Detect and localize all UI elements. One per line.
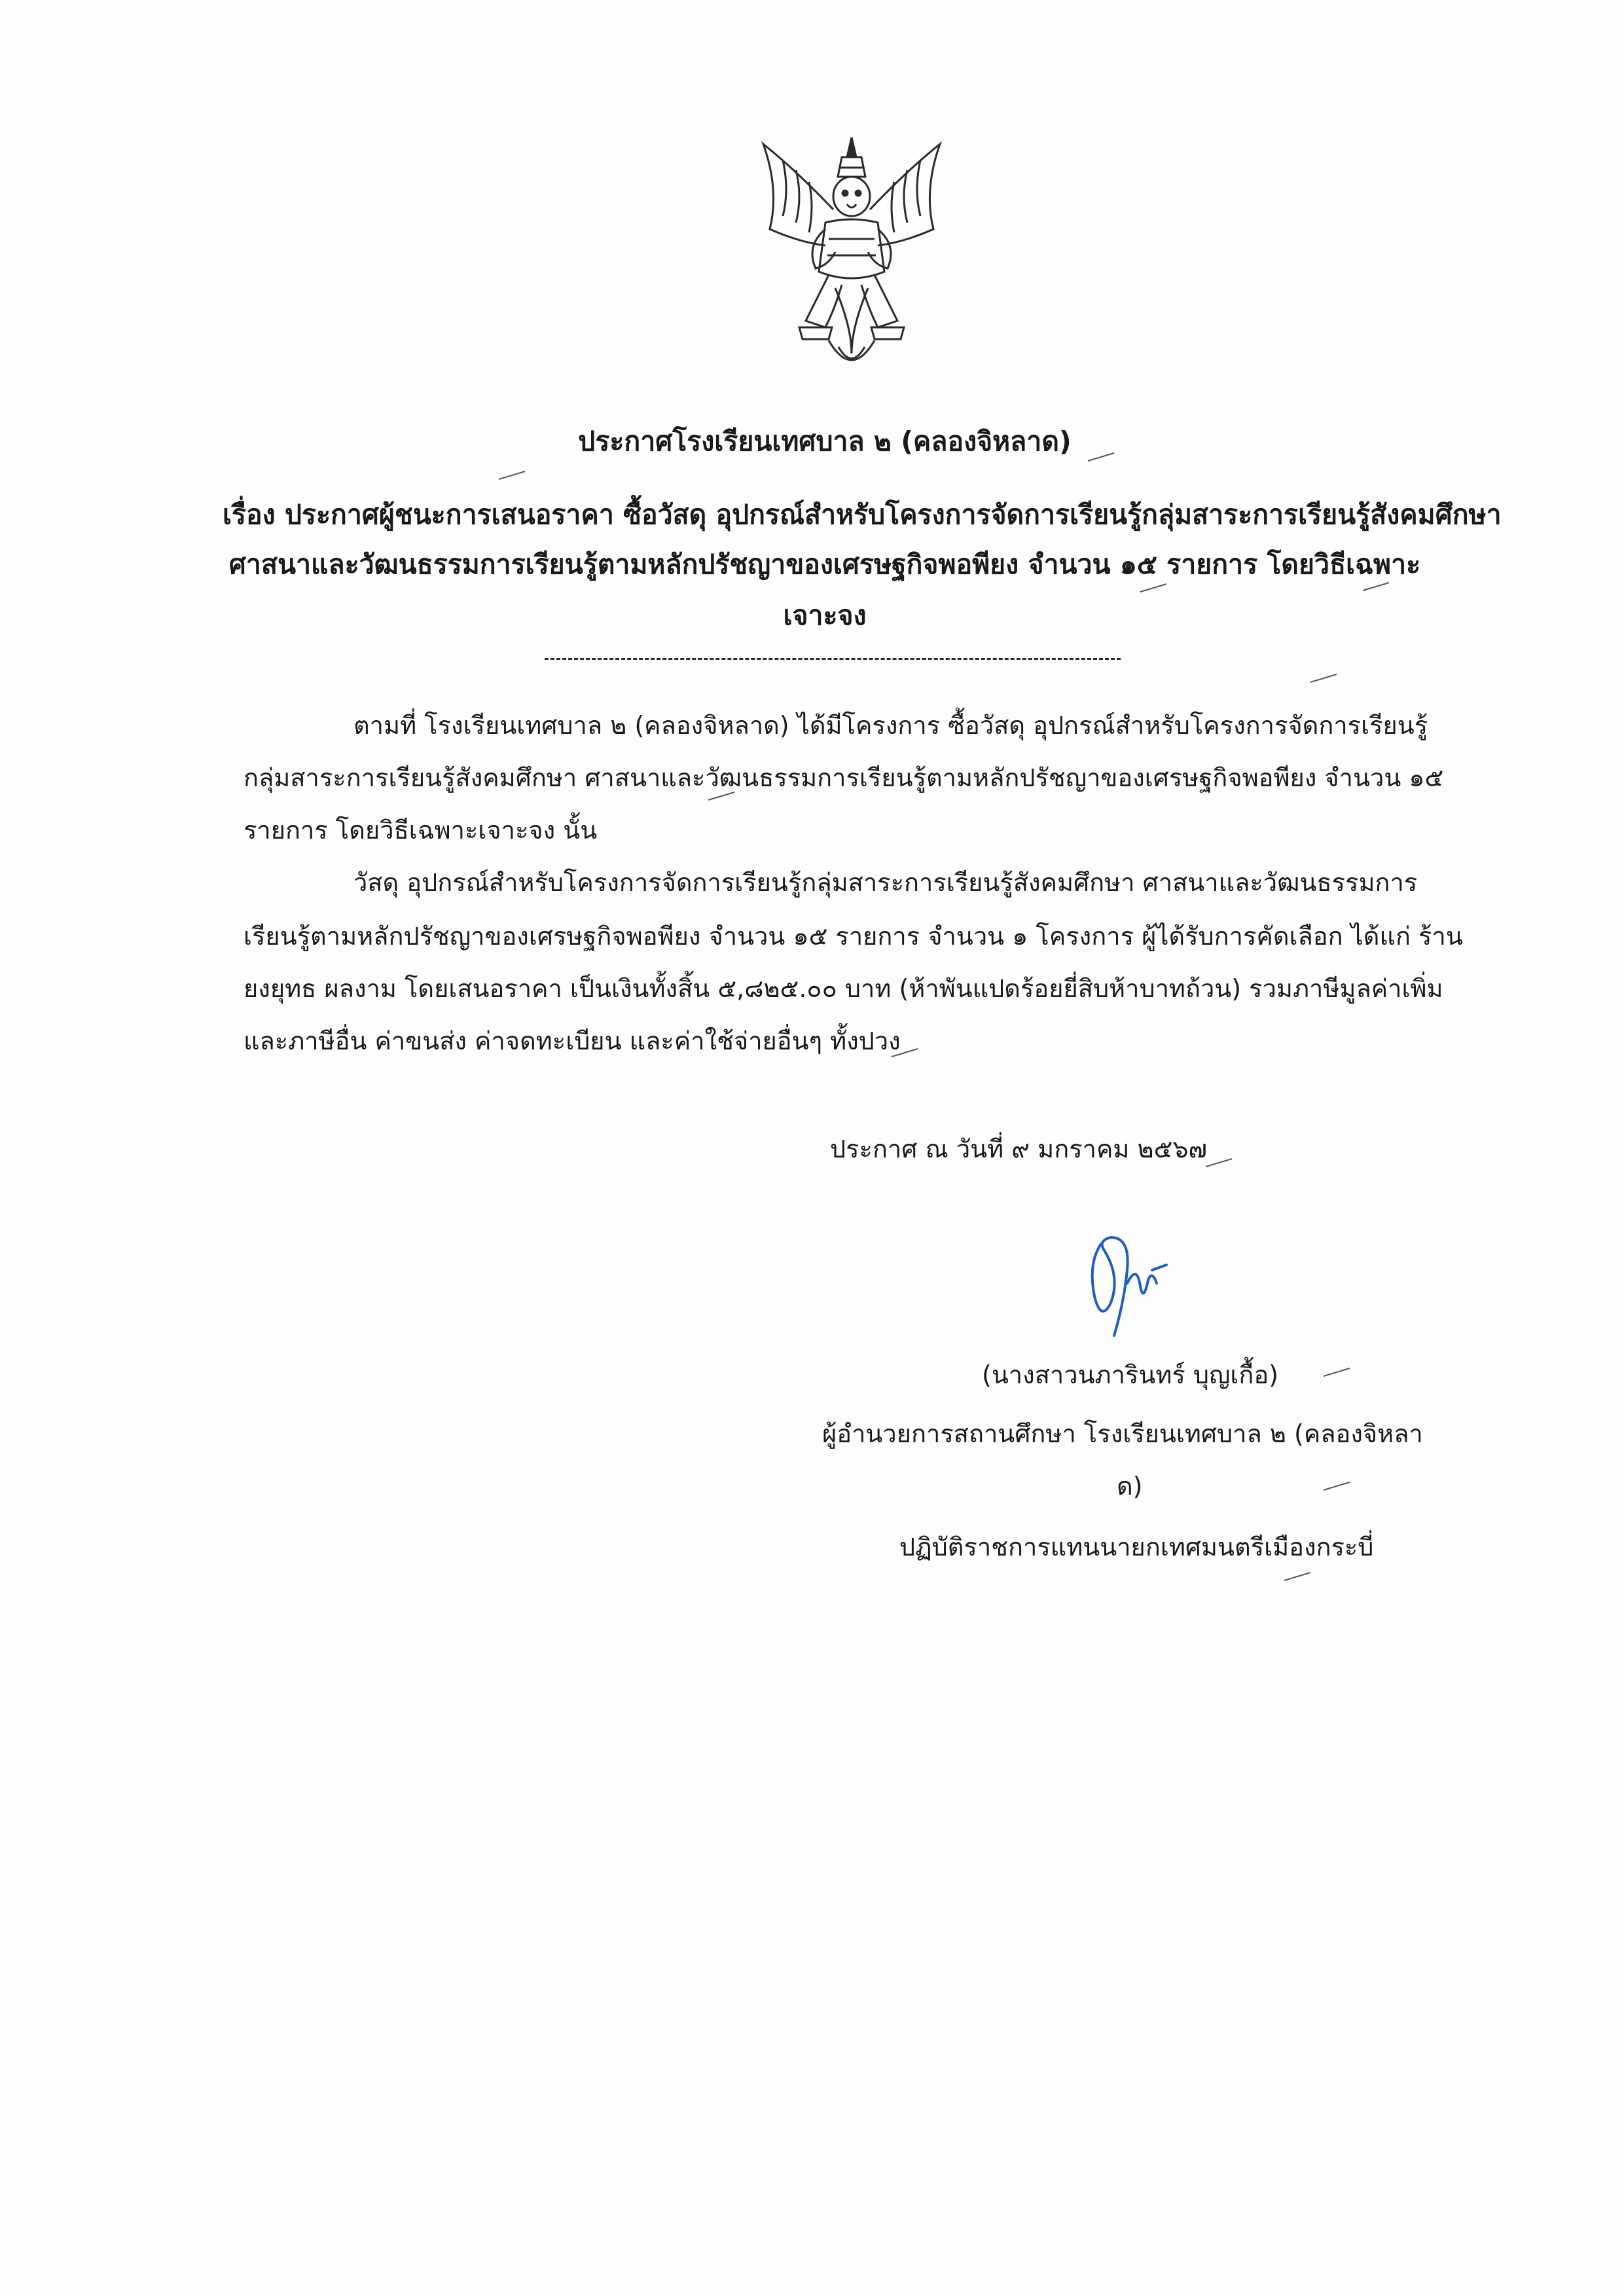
check-mark: [1204, 1157, 1233, 1168]
check-mark: [1139, 583, 1168, 593]
check-mark: [1322, 1367, 1351, 1377]
paragraph-2-line-4: และภาษีอื่น ค่าขนส่ง ค่าจดทะเบียน และค่าใช้จ่ายอื่นๆ ทั้งปวง: [244, 1027, 901, 1055]
subject-line-3: เจาะจง: [783, 600, 867, 631]
paragraph-2-line-3: ยงยุทธ ผลงาม โดยเสนอราคา เป็นเงินทั้งสิ้น ๕,๘๒๕.๐๐ บาท (ห้าพันแปดร้อยยี่สิบห้าบาทถ้วน) รวมภาษีมูลค่าเพิ่ม: [244, 974, 1443, 1003]
check-mark: [1322, 1481, 1351, 1491]
check-mark: [890, 1048, 919, 1058]
check-mark: [1283, 1571, 1312, 1582]
subject-line-2: ศาสนาและวัฒนธรรมการเรียนรู้ตามหลักปรัชญาของเศรษฐกิจพอพียง จำนวน ๑๕ รายการ โดยวิธีเฉพาะ: [228, 549, 1421, 580]
dashed-divider: [545, 658, 1121, 660]
paragraph-1-line-3: รายการ โดยวิธีเฉพาะเจาะจง นั้น: [244, 816, 598, 845]
paragraph-2-line-1: วัสดุ อุปกรณ์สำหรับโครงการจัดการเรียนรู้กลุ่มสาระการเรียนรู้สังคมศึกษา ศาสนาและวัฒนธรรมการ: [353, 868, 1418, 897]
signatory-name: (นางสาวนภารินทร์ บุญเกื้อ): [982, 1360, 1278, 1389]
paragraph-1-line-1: ตามที่ โรงเรียนเทศบาล ๒ (คลองจิหลาด) ได้มีโครงการ ซื้อวัสดุ อุปกรณ์สำหรับโครงการจัดการเรียนรู้: [353, 711, 1428, 740]
garuda-emblem-icon: [744, 131, 960, 380]
subject-line-1: เรื่อง ประกาศผู้ชนะการเสนอราคา ซื้อวัสดุ อุปกรณ์สำหรับโครงการจัดการเรียนรู้กลุ่มสาระการเรียนรู้สังคมศึกษา: [223, 499, 1502, 530]
signatory-title-line-2: ด): [1117, 1472, 1143, 1501]
check-mark: [1309, 673, 1338, 683]
check-mark: [707, 791, 736, 801]
signatory-title-line-3: ปฏิบัติราชการแทนนายกเทศมนตรีเมืองกระบี่: [899, 1533, 1374, 1561]
check-mark: [1362, 581, 1390, 592]
check-mark: [497, 470, 526, 481]
handwritten-signature: [1075, 1224, 1173, 1342]
signatory-title-line-1: ผู้อำนวยการสถานศึกษา โรงเรียนเทศบาล ๒ (คลองจิหลา: [822, 1419, 1423, 1448]
paragraph-1-line-2: กลุ่มสาระการเรียนรู้สังคมศึกษา ศาสนาและวัฒนธรรมการเรียนรู้ตามหลักปรัชญาของเศรษฐกิจพอพียง จำนวน ๑๕: [244, 763, 1444, 792]
check-mark: [1087, 452, 1115, 462]
announcement-date: ประกาศ ณ วันที่ ๙ มกราคม ๒๕๖๗: [830, 1135, 1208, 1163]
paragraph-2-line-2: เรียนรู้ตามหลักปรัชญาของเศรษฐกิจพอพียง จำนวน ๑๕ รายการ จำนวน ๑ โครงการ ผู้ได้รับการคัดเลือก ได้แก่ ร้าน: [244, 922, 1463, 951]
notice-title: ประกาศโรงเรียนเทศบาล ๒ (คลองจิหลาด): [578, 426, 1072, 457]
